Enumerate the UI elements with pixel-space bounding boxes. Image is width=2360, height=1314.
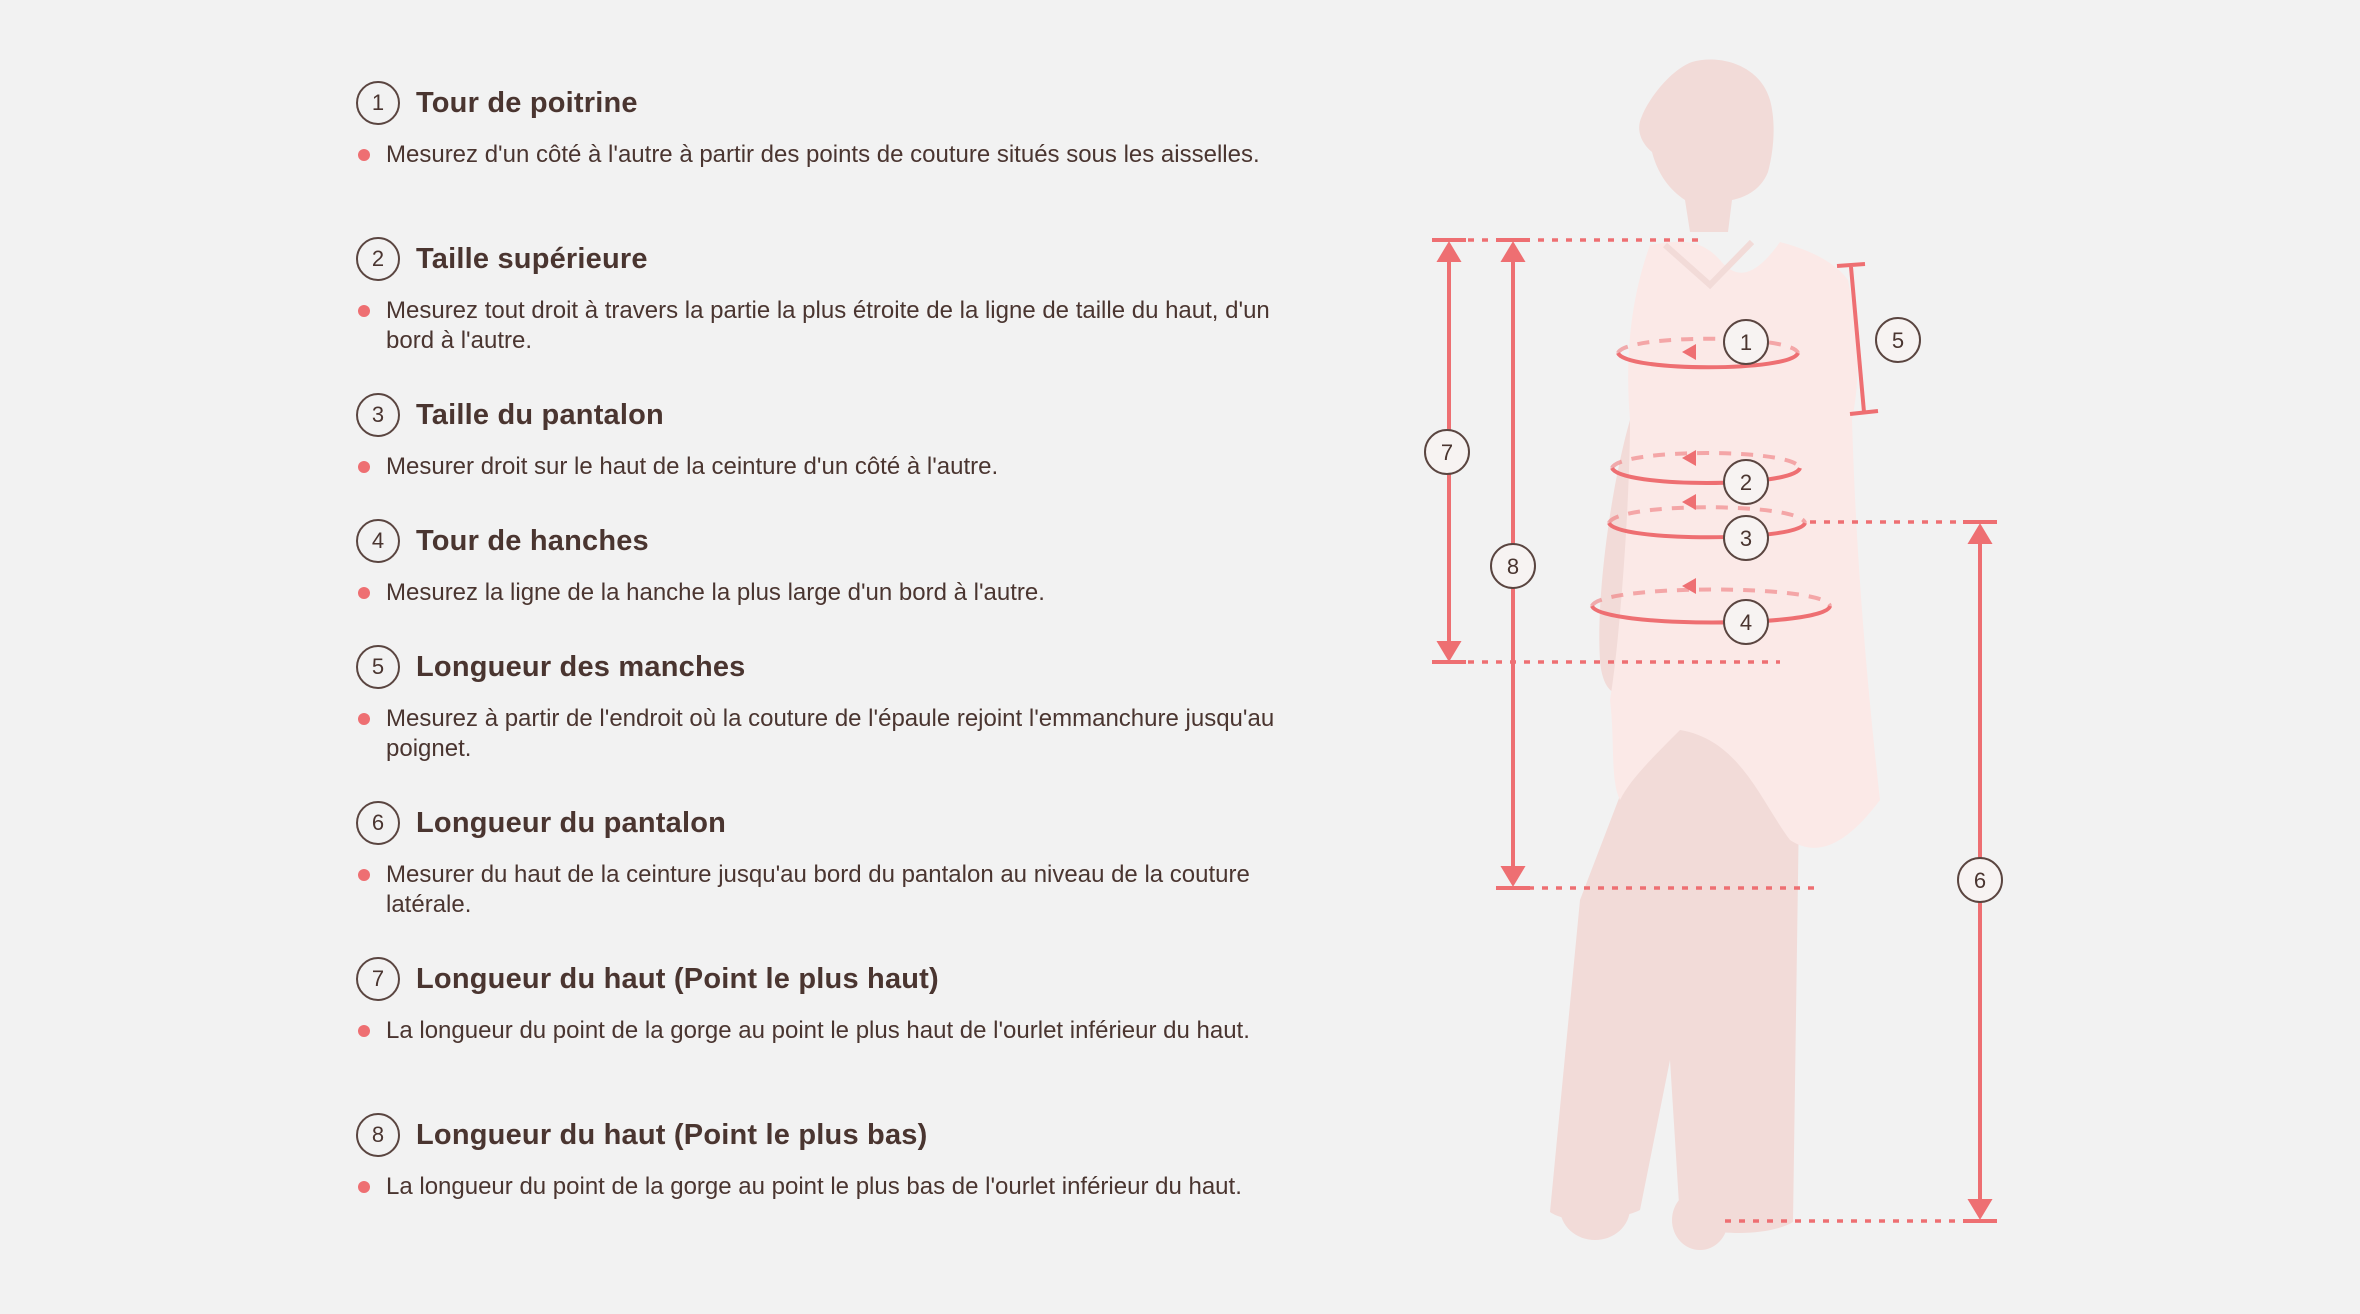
number-badge: 4 [356,519,400,563]
item-title: Longueur du haut (Point le plus bas) [416,1118,928,1151]
svg-text:1: 1 [1739,330,1753,355]
left-foot [1560,1176,1630,1240]
svg-text:6: 6 [1973,868,1987,893]
marker-3 [1724,516,1768,560]
marker-1 [1724,320,1768,364]
bullet-dot [358,305,370,317]
item-description: La longueur du point de la gorge au point le plus haut de l'ourlet inférieur du haut. [386,1017,1250,1044]
item-description: Mesurez tout droit à travers la partie la plus étroite de la ligne de taille du haut, d'un bord à l'autre. [386,297,1270,354]
item-title: Longueur des manches [416,650,746,683]
item-title: Longueur du pantalon [416,806,727,839]
number-badge: 5 [356,645,400,689]
svg-text:2: 2 [1739,470,1753,495]
bullet-dot [358,713,370,725]
number-badge: 2 [356,237,400,281]
bullet-dot [358,1025,370,1037]
marker-7 [1425,430,1469,474]
guide-item-hips [356,516,1296,608]
bullet-dot [358,869,370,881]
number-badge: 1 [356,81,400,125]
number-badge: 8 [356,1113,400,1157]
bullet-dot [358,1181,370,1193]
measurement-figure [1380,40,2040,1280]
item-title: Taille supérieure [416,242,648,275]
item-title: Tour de poitrine [416,86,638,119]
guide-item-pants-length [356,798,1296,920]
marker-2 [1724,460,1768,504]
right-foot [1672,1190,1728,1250]
item-title: Longueur du haut (Point le plus haut) [416,962,939,995]
guide-item-top-length-highest [356,954,1296,1046]
item-description: Mesurez à partir de l'endroit où la couture de l'épaule rejoint l'emmanchure jusqu'au poignet. [386,705,1275,762]
marker-6 [1958,858,2002,902]
marker-4 [1724,600,1768,644]
svg-text:3: 3 [1739,526,1753,551]
guide-item-top-length-lowest [356,1110,1296,1202]
head-shape [1639,60,1773,232]
item-title: Taille du pantalon [416,398,664,431]
svg-text:5: 5 [1891,328,1905,353]
guide-item-bust [356,78,1296,170]
number-badge: 3 [356,393,400,437]
body-measurement-diagram [1380,40,2040,1280]
item-title: Tour de hanches [416,524,649,557]
marker-8 [1491,544,1535,588]
bullet-dot [358,587,370,599]
item-description: Mesurez d'un côté à l'autre à partir des points de couture situés sous les aisselles. [386,141,1260,168]
guide-item-top-waist [356,234,1296,356]
number-badge: 6 [356,801,400,845]
marker-5 [1876,318,1920,362]
guide-item-sleeve-length [356,642,1296,764]
item-description: Mesurer droit sur le haut de la ceinture d'un côté à l'autre. [386,453,999,480]
bullet-dot [358,149,370,161]
item-description: Mesurer du haut de la ceinture jusqu'au bord du pantalon au niveau de la couture latérale. [386,861,1250,918]
svg-text:7: 7 [1440,440,1454,465]
item-description: La longueur du point de la gorge au point le plus bas de l'ourlet inférieur du haut. [386,1173,1242,1200]
guide-item-pants-waist [356,390,1296,482]
bullet-dot [358,461,370,473]
svg-text:8: 8 [1506,554,1520,579]
number-badge: 7 [356,957,400,1001]
item-description: Mesurez la ligne de la hanche la plus large d'un bord à l'autre. [386,579,1045,606]
svg-text:4: 4 [1739,610,1753,635]
